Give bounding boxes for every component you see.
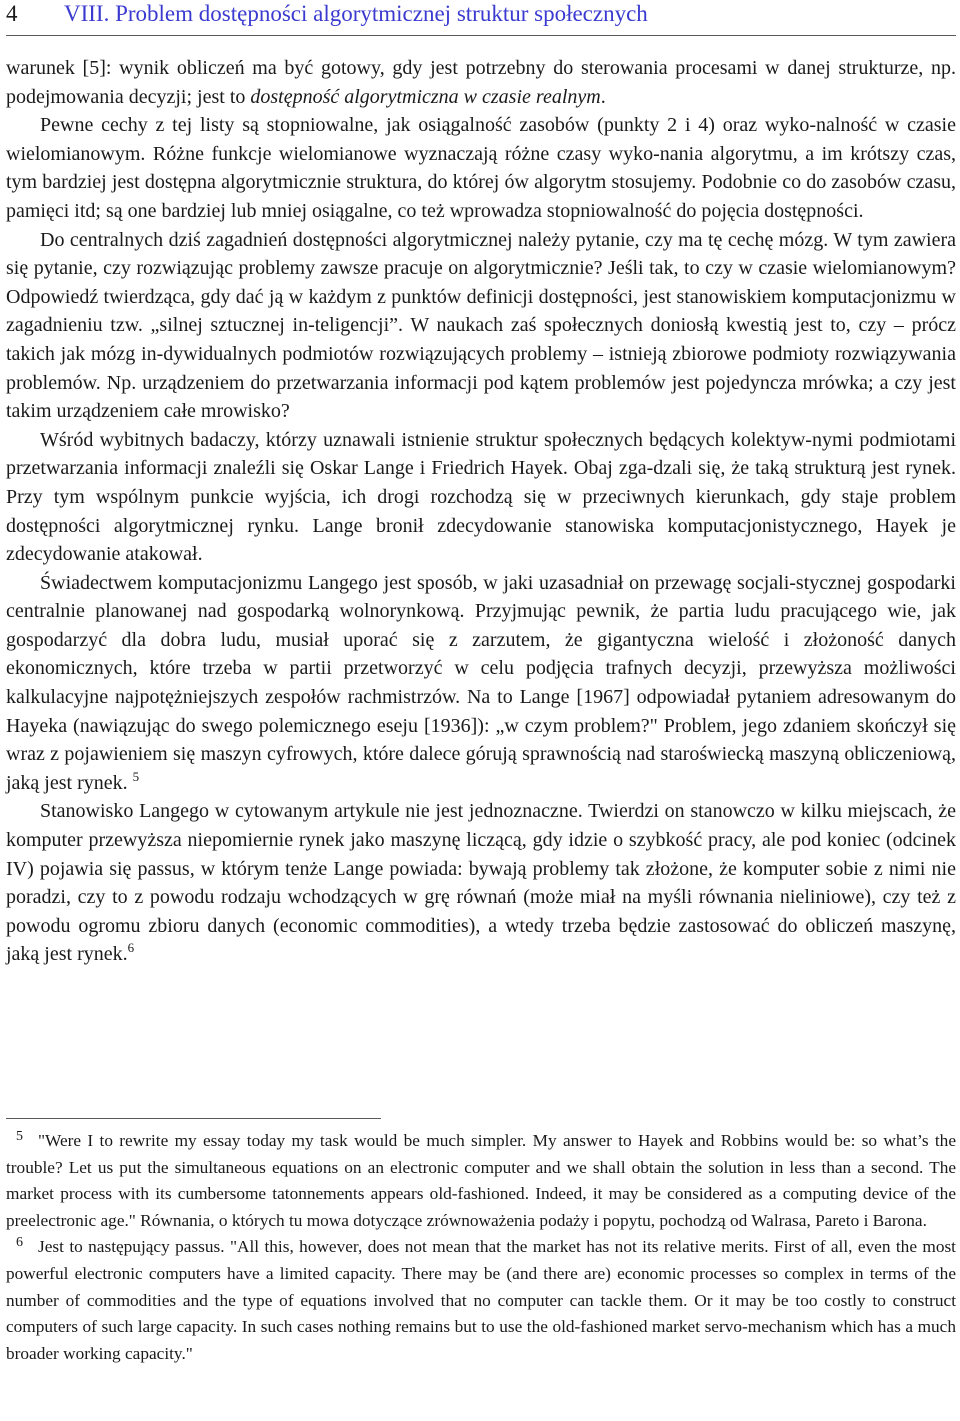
paragraph-6	[6, 797, 956, 969]
footnote-6: 6 Jest to następujący passus. "All this, however, does not mean that the market has not its relative merits. First of all, even the most powerful electronic computers have a limited capacity. There may be (and there are) economic processes so complex in terms of the number of commodities and the type of equations involved that no computer can tackle them. Or it may be too costly to construct computers of such large capacity. In such cases nothing remains but to use the old-fashioned market servo-mechanism which has a much broader working capacity."	[6, 1235, 956, 1363]
paragraph-4: Wśród wybitnych badaczy, którzy uznawali istnienie struktur społecznych będących kolektyw-nymi podmiotami przetwarzania informacji znaleźli się Oskar Lange i Friedrich Hayek. Obaj zga-dzali się, że taką strukturą jest rynek. Przy tym wspólnym punkcie wyjścia, ich drogi rozchodzą się w przeciwnych kierunkach, gdy staje problem dostępności algorytmicznej rynku. Lange bronił zdecydowanie stanowiska komputacjonistycznego, Hayek je zdecydowanie atakował.	[6, 428, 956, 566]
emphasis-term: dostępność algorytmiczna w czasie realnym	[250, 85, 601, 108]
chapter-title-link[interactable]: VIII. Problem dostępności algorytmicznej struktur społecznych	[64, 1, 648, 26]
footnote-ref-6[interactable]: 6	[127, 940, 135, 956]
paragraph-5	[6, 569, 956, 798]
footnote-5: 5 "Were I to rewrite my essay today my task would be much simpler. My answer to Hayek and Robbins would be: so what’s the trouble? Let us put the simultaneous equations on an electronic computer and we shall obtain the solution in less than a second. The market process with its cumbersome tatonnements appears old-fashioned. Indeed, it may be considered as a computing device of the preelectronic age." Równania, o których tu mowa dotyczące zrównoważenia podaży i popytu, pochodzą od Walrasa, Pareto i Barona.	[6, 1129, 956, 1230]
page-number: 4	[6, 1, 18, 26]
paragraph-1	[6, 54, 956, 111]
footnote-ref-5[interactable]: 5	[132, 768, 140, 784]
paragraph-3: Do centralnych dziś zagadnień dostępności algorytmicznej należy pytanie, czy ma tę cechę mózg. W tym zawiera się pytanie, czy rozwiązując problemy zawsze pracuje on algorytmicznie? Jeśli tak, to czy w czasie wielomianowym? Odpowiedź twierdząca, gdy dać ją w każdym z punktów definicji dostępności, jest stanowiskiem komputacjonizmu w zagadnieniu tzw. „silnej sztucznej in-teligencji”. W naukach zaś społecznych doniosłą kwestią jest to, czy – prócz takich jak mózg in-dywidualnych podmiotów rozwiązujących problemy – istnieją zbiorowe podmioty rozwiązywania problemów. Np. urządzeniem do przetwarzania informacji pod kątem problemów jest pojedyncza mrówka; a czy jest takim urządzeniem całe mrowisko?	[6, 228, 956, 423]
paragraph-5-text: Świadectwem komputacjonizmu Langego jest sposób, w jaki uzasadniał on przewagę socjali-stycznej gospodarki centralnie planowanej nad gospodarką wolnorynkową. Przyjmując pewnik, że partia ludu pracującego wie, jak gospodarzyć dla dobra ludu, musiał uporać się z zarzutem, że gigantyczna wielość i złożoność danych ekonomicznych, które trzeba w partii przetworzyć w celu podjęcia trafnych decyzji, przewyższa możliwości kalkulacyjne najpotężniejszych zespołów rachmistrzów. Na to Lange [1967] odpowiadał pytaniem adresowanym do Hayeka (nawiązując do swego polemicznego eseju [1936]): „w czym problem?" Problem, jego zdaniem skończył się wraz z pojawieniem się maszyn cyfrowych, które dalece górują sprawnością nad staroświecką maszyną obliczeniową, jaką jest rynek.	[6, 571, 956, 794]
footnote-text: "Were I to rewrite my essay today my task would be much simpler. My answer to Hayek and Robbins would be: so what’s the trouble? Let us put the simultaneous equations on an electronic computer and we shall obtain the solution in less than a second. The market process with its cumbersome tatonnements appears old-fashioned. Indeed, it may be considered as a computing device of the preelectronic age." Równania, o których tu mowa dotyczące zrównoważenia podaży i popytu, pochodzą od Walrasa, Pareto i Barona.	[6, 1131, 956, 1230]
footnote-text: Jest to następujący passus. "All this, however, does not mean that the market has not its relative merits. First of all, even the most powerful electronic computers have a limited capacity. There may be (and there are) economic processes so complex in terms of the number of commodities and the type of equations involved that no computer can tackle them. Or it may be too costly to construct computers of such large capacity. In such cases nothing remains but to use the old-fashioned market servo-mechanism which has a much broader working capacity."	[6, 1237, 956, 1363]
footnotes	[6, 1128, 956, 1367]
paragraph-1-text: warunek [5]: wynik obliczeń ma być gotowy, gdy jest potrzebny do sterowania procesami w danej strukturze, np. podejmowania decyzji; jest to	[6, 57, 956, 108]
main-text	[6, 54, 956, 969]
paragraph-6-text: Stanowisko Langego w cytowanym artykule nie jest jednoznaczne. Twierdzi on stanowczo w kilku miejscach, że komputer przewyższa niepomiernie rynek jako maszynę liczącą, gdy idzie o szybkość pracy, ale pod koniec (odcinek IV) pojawia się passus, w którym tenże Lange powiada: bywają problemy tak złożone, że komputer sobie z nimi nie poradzi, czy to z powodu rodzaju wchodzących w grę równań (może miał na myśli równania nieliniowe), czy też z powodu ogromu zbioru danych (economic commodities), a wtedy trzeba będzie zastosować do obliczeń maszynę, jaką jest rynek.	[6, 800, 956, 966]
header-rule	[6, 35, 956, 36]
paragraph-1-end: .	[600, 85, 606, 108]
paragraph-2: Pewne cechy z tej listy są stopniowalne, jak osiągalność zasobów (punkty 2 i 4) oraz wyko-nalność w czasie wielomianowym. Różne funkcje wielomianowe wyznaczają różne czasy wyko-nania algorytmu, a im krótszy czas, tym bardziej jest dostępna algorytmicznie struktura, do której ów algorytm stosujemy. Podobnie co do zasobów czasu, pamięci itd; są one bardziej lub mniej osiągalne, co też wprowadza stopniowalność do pojęcia dostępności.	[6, 114, 956, 222]
footnote-rule	[6, 1118, 381, 1119]
running-header	[6, 0, 956, 28]
